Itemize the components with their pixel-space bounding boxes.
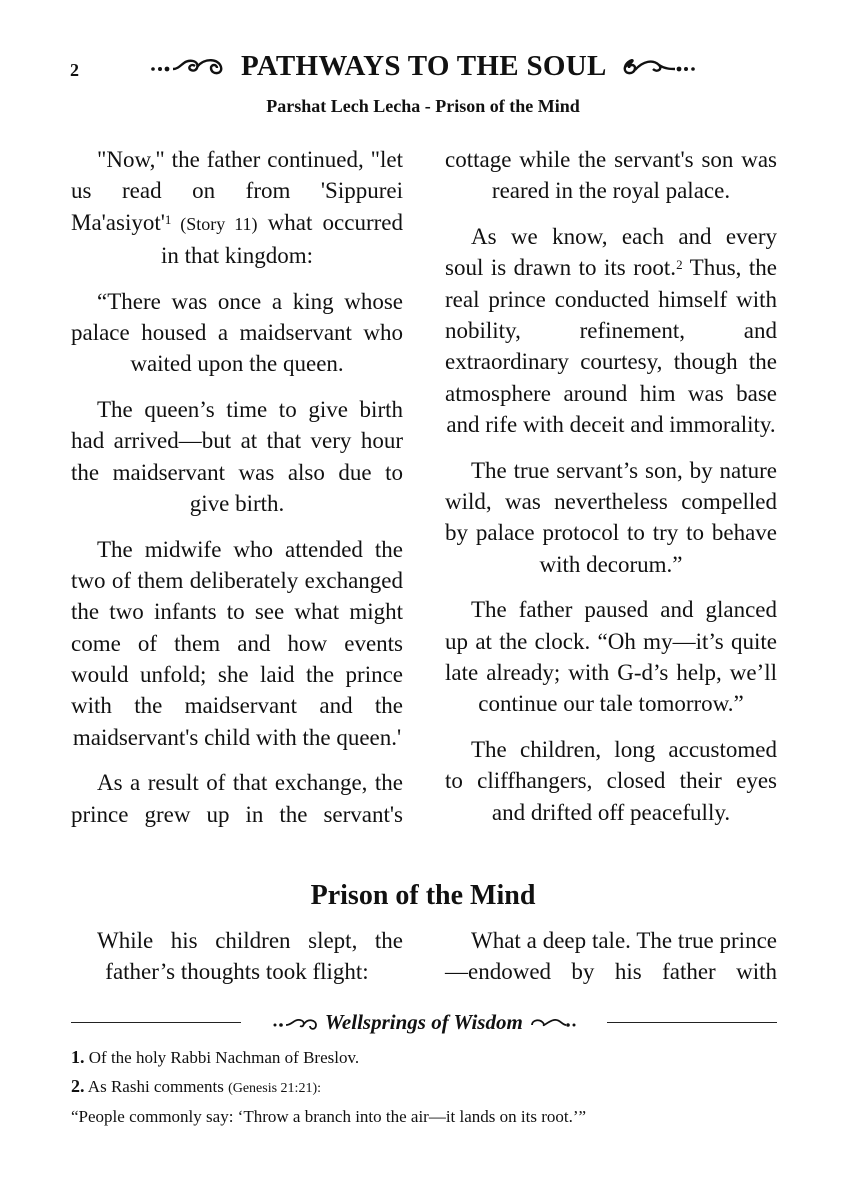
section-left-column <box>71 925 403 988</box>
footnote-quote: “People commonly say: ‘Throw a branch into the air—it lands on its root.’” <box>71 1107 587 1126</box>
paragraph: The father paused and glanced up at the clock. “Oh my—it’s quite late already; with G-d’s help, we’ll continue our tale tomorrow.” <box>445 597 777 717</box>
footnote-ref: 2 <box>676 257 683 273</box>
section-right-column <box>445 925 777 988</box>
footnotes <box>71 1043 777 1131</box>
chapter-subtitle: Parshat Lech Lecha - Prison of the Mind <box>266 96 580 116</box>
paragraph: The queen’s time to give birth had arrived—but at that very hour the maidservant was also due to give birth. <box>71 397 403 516</box>
footer-divider <box>71 1010 777 1038</box>
book-title: PATHWAYS TO THE SOUL <box>240 50 606 82</box>
paragraph: "Now," the father continued, "let us read on from 'Sippurei $Ma'asiyot'^1$ (Story 11) what occurred in that kingdom: <box>71 147 403 268</box>
footnote: 2. As Rashi comments (Genesis 21:21): <box>71 1076 321 1096</box>
paragraph: As a result of that exchange, the prince grew up in the servant's <box>71 770 403 827</box>
paragraph: The children, long accustomed to cliffhangers, closed their eyes and drifted off peacefully. <box>445 737 777 825</box>
running-head <box>0 50 846 83</box>
left-column <box>71 144 403 844</box>
right-column <box>445 144 777 842</box>
footnote-ref: 1 <box>164 211 172 227</box>
paragraph: While his children slept, the father’s thoughts took flight: <box>97 928 403 985</box>
page-number: 2 <box>70 60 79 80</box>
footer-brand-text: Wellsprings of Wisdom <box>324 1010 523 1034</box>
paragraph: As we know, each and every soul is drawn to its root.$^2$ Thus, the real prince conducted himself with nobility, refinement, and extraordinary courtesy, though the atmosphere around him was base and rife with deceit and immorality. <box>445 224 777 437</box>
paragraph: The midwife who attended the two of them deliberately exchanged the two infants to see what might come of them and how events would unfold; she laid the prince with the maidservant and the maidservant's child with the queen.' <box>71 536 403 750</box>
right-ornament-icon <box>613 53 697 83</box>
left-ornament-icon <box>149 53 233 83</box>
paragraph: The true servant’s son, by nature wild, was nevertheless compelled by palace protocol to try to behave with decorum.” <box>445 457 777 577</box>
paragraph: “There was once a king whose palace housed a maidservant who waited upon the queen. <box>71 288 403 377</box>
paragraph: What a deep tale. The true prince—endowed by his father with <box>445 928 777 985</box>
paragraph: cottage while the servant's son was reared in the royal palace. <box>445 147 777 204</box>
section-title: Prison of the Mind <box>310 880 536 911</box>
divider-line <box>607 1022 777 1023</box>
footer-left-ornament-icon <box>272 1016 320 1032</box>
footer-right-ornament-icon <box>528 1016 576 1032</box>
footnote: 1. Of the holy Rabbi Nachman of Breslov. <box>71 1047 360 1067</box>
